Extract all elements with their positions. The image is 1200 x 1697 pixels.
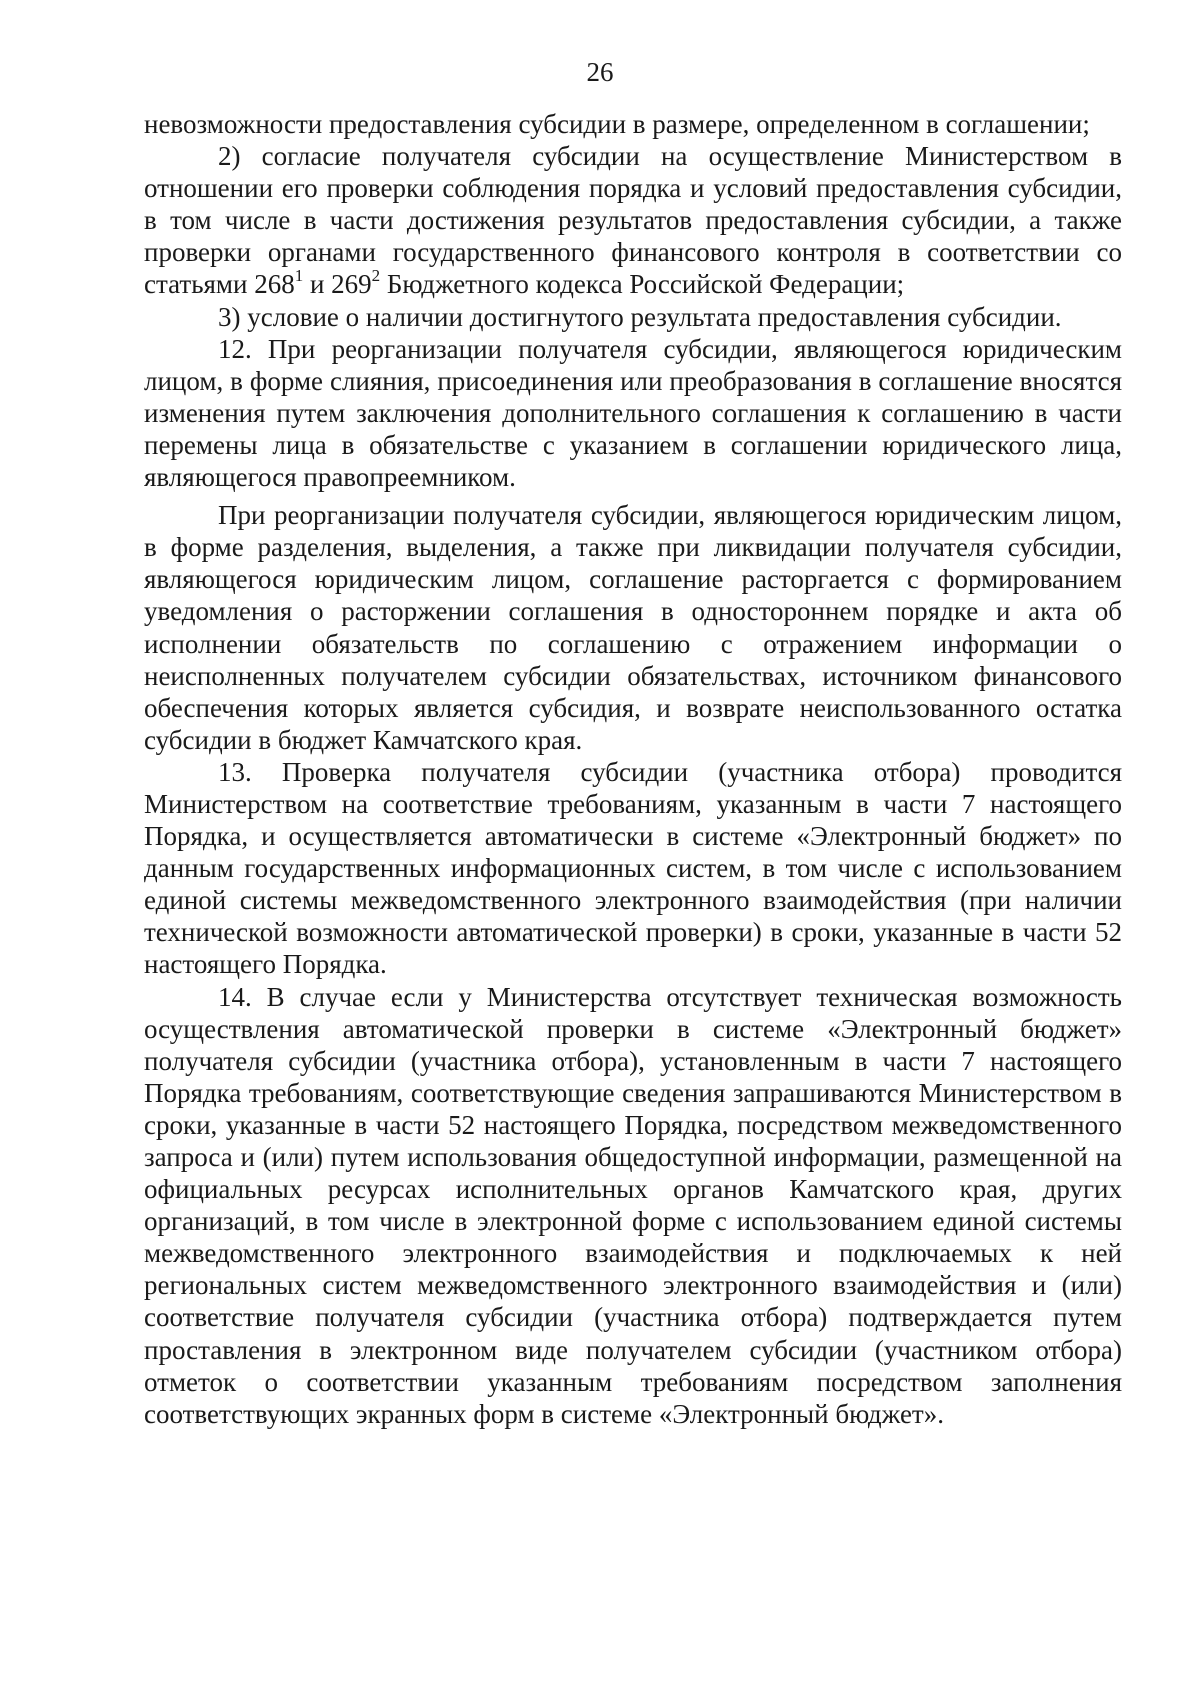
page-number: 26: [586, 57, 614, 87]
paragraph-item-3: 3) условие о наличии достигнутого результата предоставления субсидии.: [218, 301, 1062, 332]
paragraph-continuation: невозможности предоставления субсидии в размере, определенном в соглашении;: [144, 109, 1090, 139]
paragraph-item-2-text-end: Бюджетного кодекса Российской Федерации;: [380, 269, 905, 300]
paragraph-item-2: [144, 140, 1122, 300]
paragraph-item-2-text-start: 2) согласие получателя субсидии на осуществление Министерством в отношении его проверки соблюдения порядка и условий предоставления субсидии, в том числе в части достижения результатов предоставления субсидии, а также проверки органами государственного финансового контроля в соответствии со статьями 268: [144, 141, 1122, 300]
paragraph-section-14: 14. В случае если у Министерства отсутствует техническая возможность осуществления автоматической проверки в системе «Электронный бюджет» получателя субсидии (участника отбора), установленным в части 7 настоящего Порядка требованиям, соответствующие сведения запрашиваются Министерством в сроки, указанные в части 52 настоящего Порядка, посредством межведомственного запроса и (или) путем использования общедоступной информации, размещенной на официальных ресурсах исполнительных органов Камчатского края, других организаций, в том числе в электронной форме с использованием единой системы межведомственного электронного взаимодействия и подключаемых к ней региональных систем межведомственного электронного взаимодействия и (или) соответствие получателя субсидии (участника отбора) подтверждается путем проставления в электронном виде получателем субсидии (участником отбора) отметок о соответствии указанным требованиям посредством заполнения соответствующих экранных форм в системе «Электронный бюджет».: [144, 981, 1122, 1429]
paragraph-item-2-text-mid: и 269: [303, 269, 372, 300]
document-body: [144, 108, 1122, 1430]
paragraph-section-12-part-2: При реорганизации получателя субсидии, являющегося юридическим лицом, в форме разделения, выделения, а также при ликвидации получателя субсидии, являющегося юридическим лицом, соглашение расторгается с формированием уведомления о расторжении соглашения в одностороннем порядке и акта об исполнении обязательств по соглашению с отражением информации о неисполненных получателем субсидии обязательствах, источником финансового обеспечения которых является субсидия, и возврате неиспользованного остатка субсидии в бюджет Камчатского края.: [144, 500, 1122, 755]
superscript-2: 2: [371, 266, 381, 286]
superscript-1: 1: [294, 266, 304, 286]
paragraph-section-13: 13. Проверка получателя субсидии (участника отбора) проводится Министерством на соответствие требованиям, указанным в части 7 настоящего Порядка, и осуществляется автоматически в системе «Электронный бюджет» по данным государственных информационных систем, в том числе с использованием единой системы межведомственного электронного взаимодействия (при наличии технической возможности автоматической проверки) в сроки, указанные в части 52 настоящего Порядка.: [144, 756, 1122, 980]
paragraph-section-12: 12. При реорганизации получателя субсидии, являющегося юридическим лицом, в форме слияния, присоединения или преобразования в соглашение вносятся изменения путем заключения дополнительного соглашения к соглашению в части перемены лица в обязательстве с указанием в соглашении юридического лица, являющегося правопреемником.: [144, 333, 1122, 493]
